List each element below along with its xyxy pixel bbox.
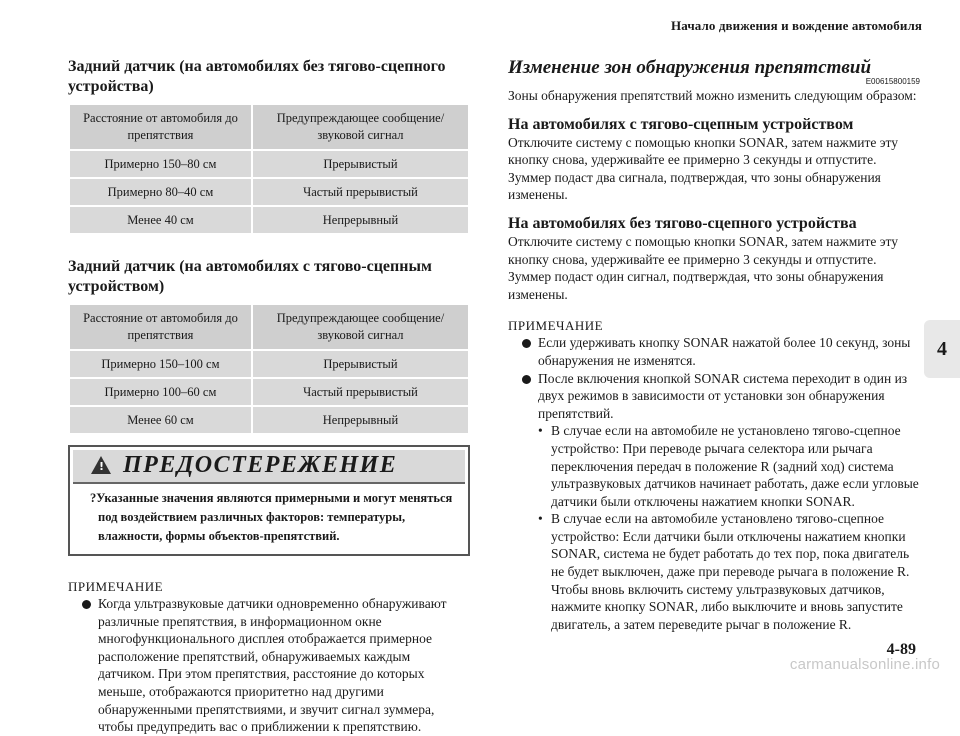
table-cell: Прерывистый [252, 350, 469, 378]
table-header-row [69, 304, 469, 350]
table-header-cell: Расстояние от автомобиля до препятствия [69, 304, 252, 350]
table-row [69, 406, 469, 434]
warning-text: ?Указанные значения являются примерными и могут меняться под воздействием различных факторов: температуры, влажности, формы объектов-препятствий. [90, 491, 453, 543]
warning-icon-glyph: ! [99, 460, 105, 473]
note-text: Когда ультразвуковые датчики одновременно обнаруживают различные препятствия, в информационном окне многофункционального дисплея отображается примерное расположение препятствий, обнаруживаемых каждым датчиком. При этом препятствия, расстояние до которых меньше, отображаются приоритетно над другими обнаруженными препятствиями, и звучит сигнал зуммера, чтобы предупредить вас о приближении к препятствию. [98, 596, 447, 735]
table-cell: Частый прерывистый [252, 378, 469, 406]
table-header-cell: Предупреждающее сообщение/ звуковой сигнал [252, 304, 469, 350]
document-code: E00615800159 [865, 77, 920, 86]
bullet-dot-icon [522, 339, 531, 348]
right-column [508, 57, 920, 633]
list-item [508, 334, 920, 369]
list-item [508, 422, 920, 510]
table-cell: Примерно 150–80 см [69, 150, 252, 178]
table-cell: Примерно 150–100 см [69, 350, 252, 378]
chapter-tab: 4 [924, 320, 960, 378]
table-header-row [69, 104, 469, 150]
running-head: Начало движения и вождение автомобиля [671, 18, 922, 33]
note-subtext: В случае если на автомобиле не установлено тягово-сцепное устройство: При переводе рычага селектора или рычага переключения передач в положение R (задний ход) система ультразвуковых датчиков начинает работать, даже если угловые датчики были отключены нажатием кнопки SONAR. [551, 423, 919, 509]
subsection-title-no-hitch: На автомобилях без тягово-сцепного устройства [508, 214, 857, 232]
table-cell: Непрерывный [252, 406, 469, 434]
bullet-dot-icon [82, 600, 91, 609]
left-column [68, 57, 470, 736]
table-header-cell: Расстояние от автомобиля до препятствия [69, 104, 252, 150]
warning-box [68, 445, 470, 556]
sub-bullet-mark: • [538, 423, 543, 439]
table-cell: Менее 60 см [69, 406, 252, 434]
warning-header [73, 450, 465, 484]
intro-text: Зоны обнаружения препятствий можно изменить следующим образом: [508, 88, 917, 103]
warning-title: ПРЕДОСТЕРЕЖЕНИЕ [123, 452, 398, 478]
left-note [68, 578, 470, 736]
table-cell: Примерно 80–40 см [69, 178, 252, 206]
subsection-text-with-hitch: Отключите систему с помощью кнопки SONAR, затем нажмите эту кнопку снова, удерживайте ее примерно 3 секунды и отпустите. Зуммер подаст два сигнала, подтверждая, что зоны обнаружения изменены. [508, 134, 899, 203]
note-label: ПРИМЕЧАНИЕ [68, 579, 164, 594]
table-row [69, 150, 469, 178]
distance-table-no-hitch [68, 103, 470, 235]
note-text: Если удерживать кнопку SONAR нажатой более 10 секунд, зоны обнаружения не изменятся. [538, 335, 911, 368]
table-row [69, 378, 469, 406]
table-header-cell: Предупреждающее сообщение/ звуковой сигнал [252, 104, 469, 150]
table-row [69, 206, 469, 234]
list-item [508, 510, 920, 633]
table-row [69, 350, 469, 378]
subsection-text-no-hitch: Отключите систему с помощью кнопки SONAR, затем нажмите эту кнопку снова, удерживайте ее примерно 3 секунды и отпустите. Зуммер подаст один сигнал, подтверждая, что зоны обнаружения изменены. [508, 233, 899, 302]
bullet-dot-icon [522, 375, 531, 384]
table-cell: Примерно 100–60 см [69, 378, 252, 406]
sub-bullet-mark: • [538, 511, 543, 527]
distance-table-with-hitch [68, 303, 470, 435]
list-item [68, 595, 470, 736]
table-cell: Непрерывный [252, 206, 469, 234]
list-item [508, 370, 920, 423]
note-subtext: В случае если на автомобиле установлено тягово-сцепное устройство: Если датчики были отключены нажатием кнопки SONAR, система не будет работать до тех пор, пока двигатель не будет выключен, даже при переводе рычага в положение R. Чтобы вновь включить систему ультразвуковых датчиков, нажмите кнопку SONAR, либо выключите и вновь запустите двигатель, а затем переведите рычаг в положение R. [551, 511, 910, 632]
table-cell: Прерывистый [252, 150, 469, 178]
table-cell: Частый прерывистый [252, 178, 469, 206]
page-number: 4-89 [886, 641, 916, 658]
section-title-zones: Изменение зон обнаружения препятствий [508, 57, 872, 78]
subsection-title-with-hitch: На автомобилях с тягово-сцепным устройством [508, 115, 854, 133]
note-text: После включения кнопкой SONAR система переходит в один из двух режимов в зависимости от установки зон обнаружения препятствий. [538, 370, 908, 421]
watermark: carmanualsonline.info [789, 656, 940, 673]
right-note [508, 317, 920, 633]
note-label: ПРИМЕЧАНИЕ [508, 318, 604, 334]
section-title-with-hitch: Задний датчик (на автомобилях с тягово-сцепным устройством) [68, 258, 432, 295]
section-title-no-hitch: Задний датчик (на автомобилях без тягово-сцепного устройства) [68, 58, 446, 95]
warning-triangle-icon [91, 456, 111, 474]
table-row [69, 178, 469, 206]
table-cell: Менее 40 см [69, 206, 252, 234]
